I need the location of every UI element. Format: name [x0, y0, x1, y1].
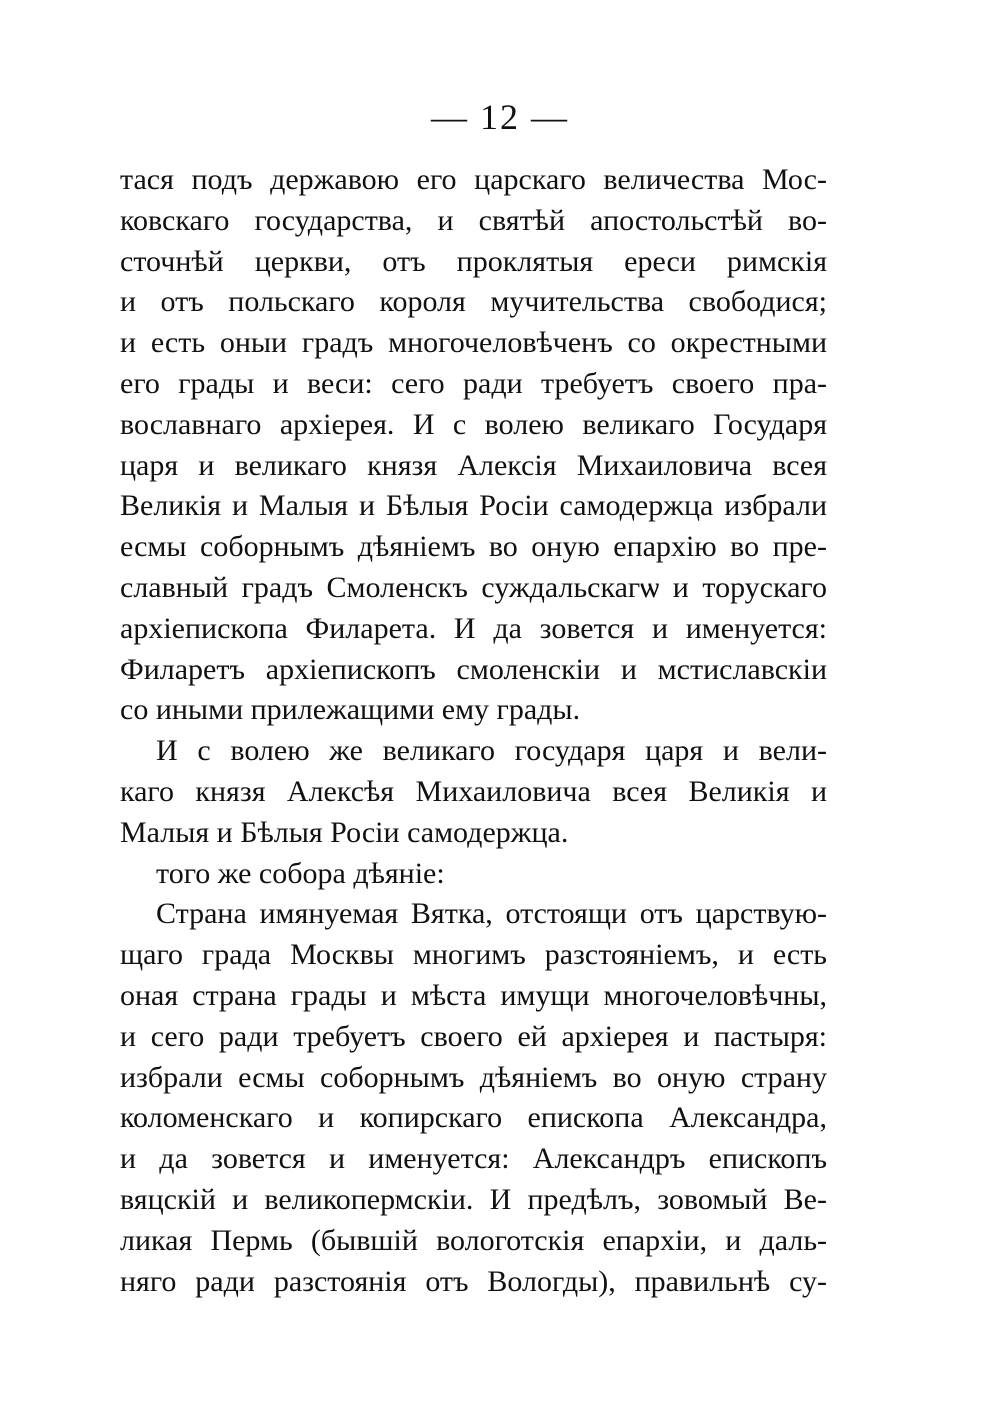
body-text	[120, 160, 827, 1302]
text-line: каго князя Алексѣя Михаиловича всея Великія и	[120, 774, 827, 808]
text-line: сточнѣй церкви, отъ проклятыя ереси римскія	[120, 244, 827, 278]
text-line: няго ради разстоянія отъ Вологды), правильнѣ су-	[120, 1264, 827, 1298]
text-line: ковскаго государства, и святѣй апостольстѣй во-	[120, 203, 827, 237]
text-line: тася подъ державою его царскаго величества Мос-	[120, 163, 827, 196]
text-line: того же собора дѣяніе:	[156, 856, 445, 890]
text-line: и есть оныи градъ многочеловѣченъ со окрестными	[120, 326, 827, 360]
text-line: его грады и веси: сего ради требуетъ своего пра-	[120, 366, 827, 400]
text-line: царя и великаго князя Алексія Михаиловича всея	[120, 448, 827, 482]
text-line: и отъ польскаго короля мучительства свободися;	[120, 285, 827, 319]
text-line: ликая Пермь (бывшій вологотскія епархіи, и даль-	[120, 1223, 827, 1257]
text-line: Великія и Малыя и Бѣлыя Росіи самодержца избрали	[120, 489, 827, 523]
text-line: архіепископа Филарета. И да зовется и именуется:	[120, 611, 827, 645]
text-line: Страна имянуемая Вятка, отстоящи отъ царствую-	[156, 897, 827, 931]
text-line: коломенскаго и копирскаго епископа Александра,	[120, 1101, 827, 1135]
text-line: И с волею же великаго государя царя и вели-	[156, 734, 827, 768]
text-line: есмы соборнымъ дѣяніемъ во оную епархію во пре-	[120, 530, 827, 564]
text-line: Малыя и Бѣлыя Росіи самодержца.	[120, 815, 569, 849]
page-number: — 12 —	[431, 97, 569, 137]
text-line: и сего ради требуетъ своего ей архіерея и пастыря:	[120, 1019, 827, 1053]
text-line: вяцскій и великопермскіи. И предѣлъ, зовомый Ве-	[120, 1182, 827, 1216]
text-line: вославнаго архіерея. И с волею великаго Государя	[120, 407, 827, 441]
text-line: со иными прилежащими ему грады.	[120, 693, 581, 727]
text-line: Филаретъ архіепископъ смоленскіи и мстиславскіи	[120, 652, 827, 686]
text-line: щаго града Москвы многимъ разстояніемъ, и есть	[120, 938, 827, 972]
text-line: и да зовется и именуется: Александръ епископъ	[120, 1142, 827, 1176]
text-line: славный градъ Смоленскъ суждальскагѡ и торускаго	[120, 570, 827, 604]
text-line: оная страна грады и мѣста имущи многочеловѣчны,	[120, 978, 827, 1012]
text-line: избрали есмы соборнымъ дѣяніемъ во оную страну	[120, 1060, 827, 1094]
